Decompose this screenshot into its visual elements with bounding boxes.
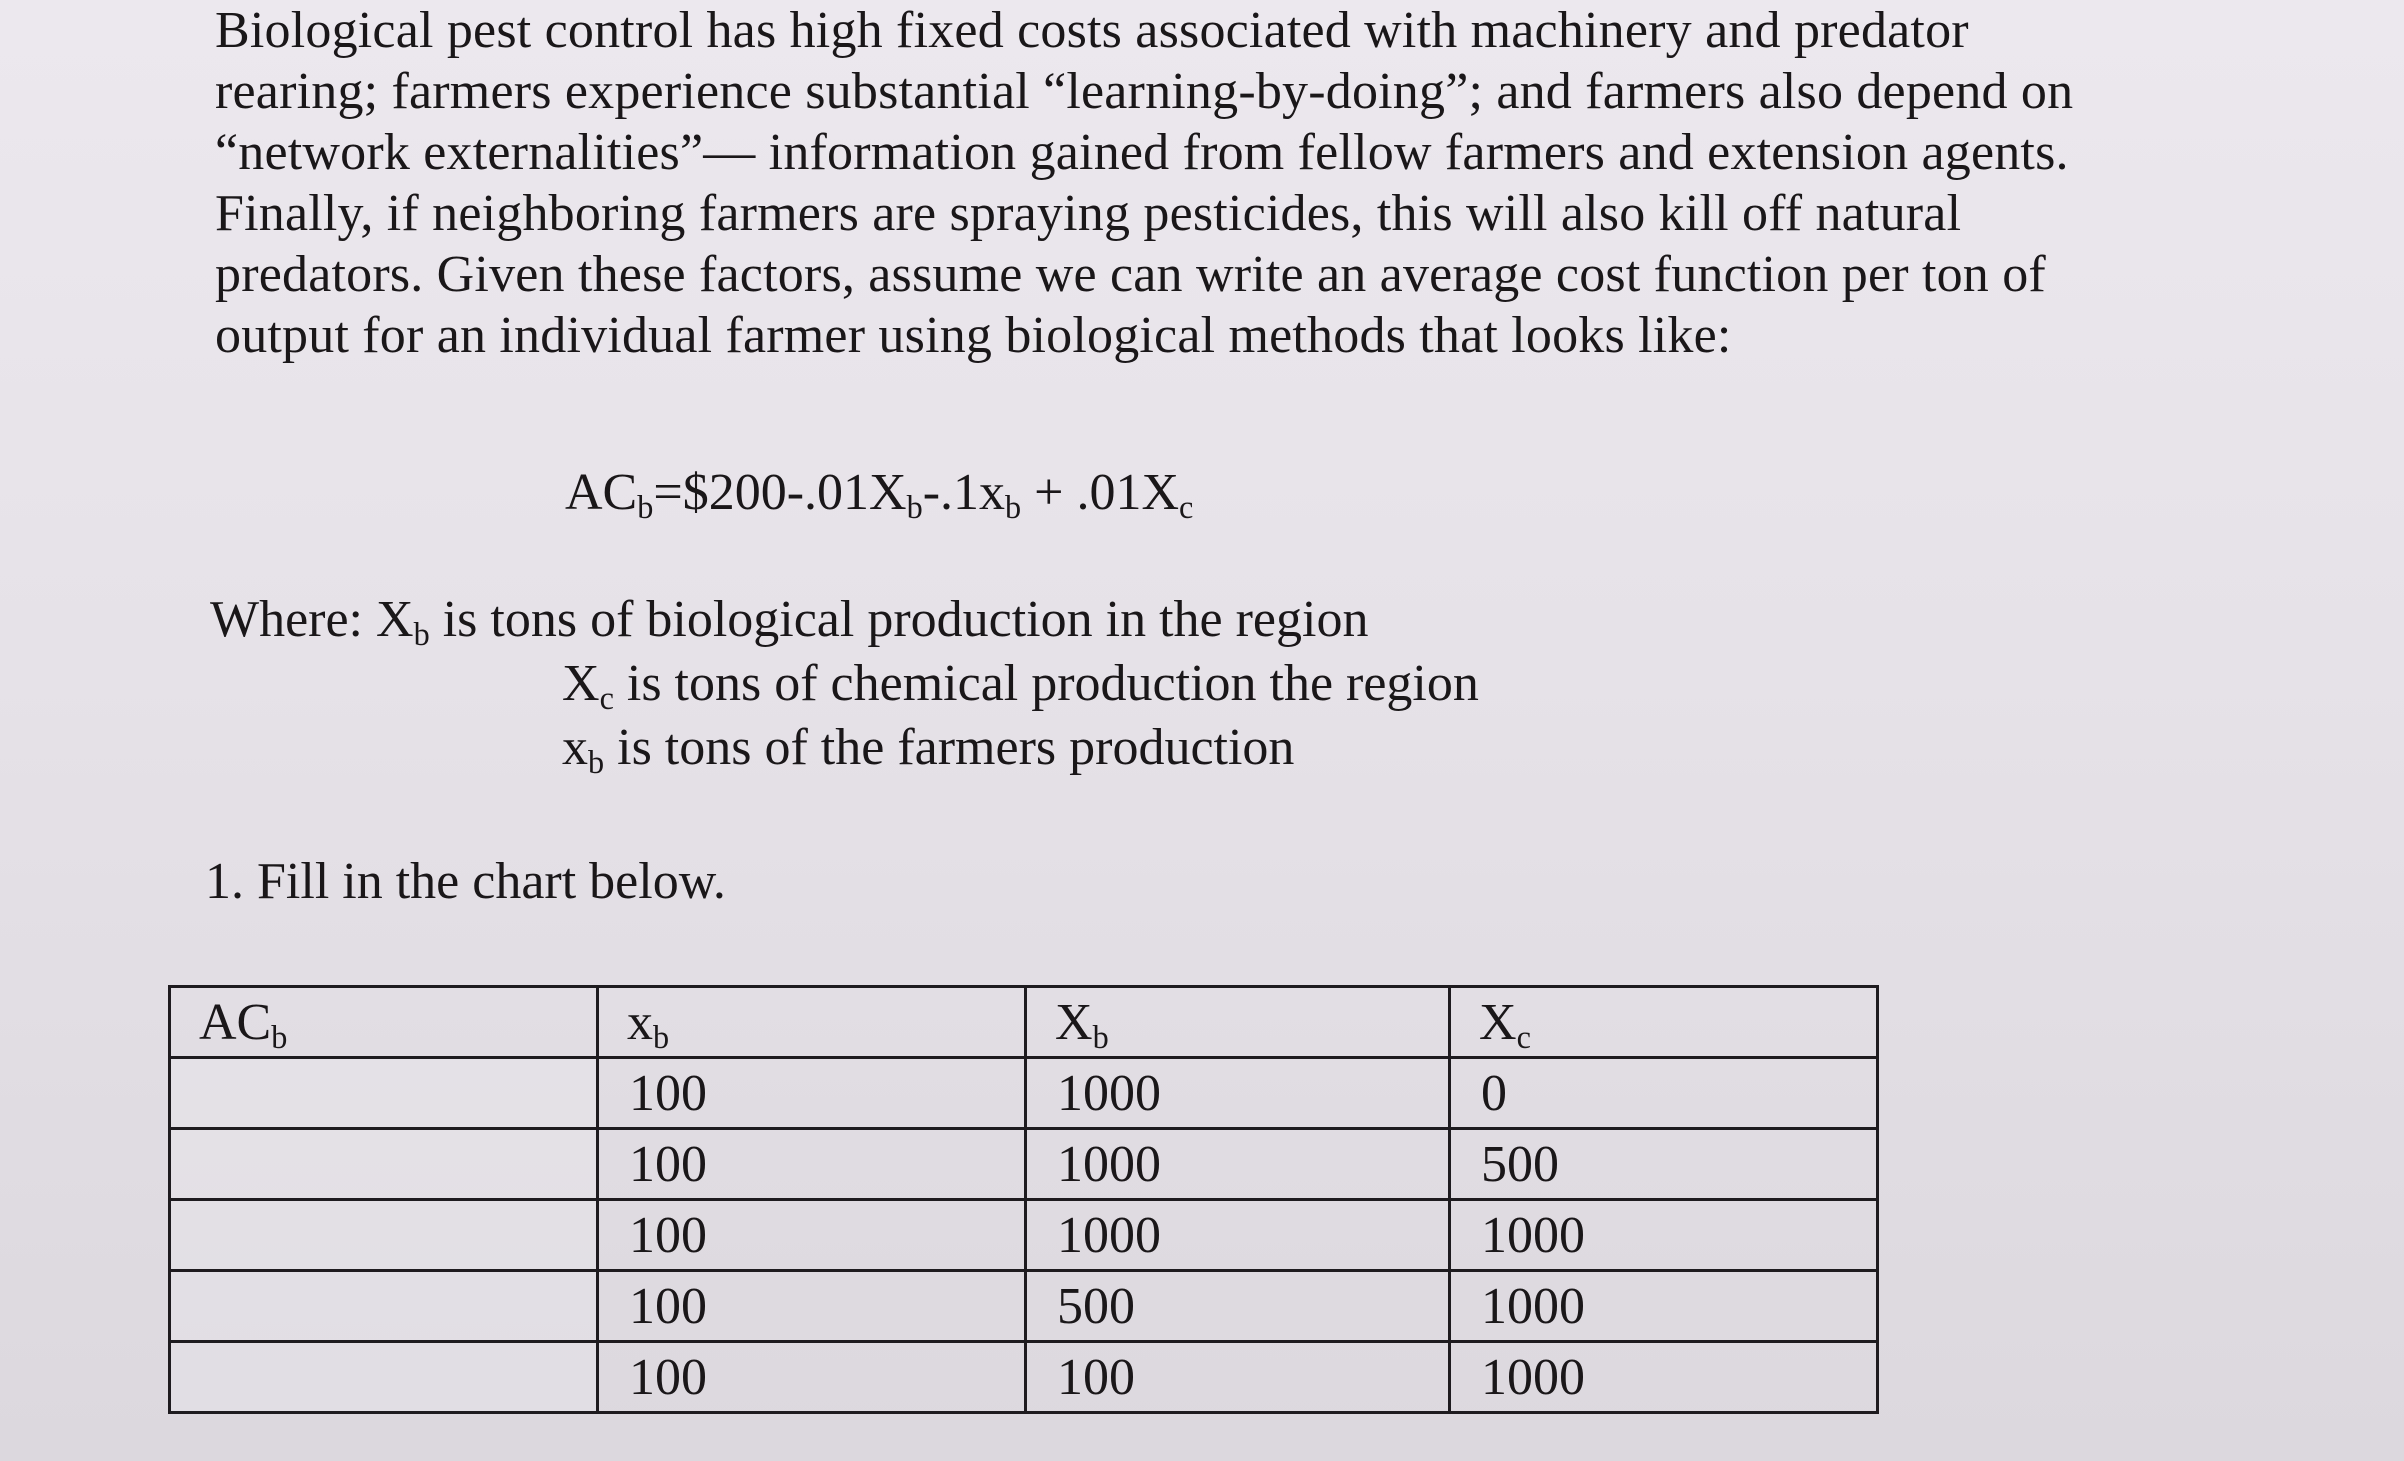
table-cell: 500 (1026, 1271, 1450, 1342)
def-var: x (562, 719, 588, 776)
def-subscript: b (413, 616, 430, 653)
header-x-c-region: $X_c$ (1450, 987, 1878, 1058)
definition-line (210, 652, 1479, 716)
table-row (170, 1271, 1878, 1342)
def-var: X (376, 591, 414, 648)
formula-part: -.1x (922, 464, 1006, 521)
table-cell: 100 (598, 1058, 1026, 1129)
table-header-row (170, 987, 1878, 1058)
table-cell: 100 (598, 1271, 1026, 1342)
formula-subscript: b (906, 489, 923, 526)
def-text: is tons of the farmers production (604, 719, 1295, 776)
table-cell: 100 (598, 1342, 1026, 1413)
ac-answer-cell[interactable] (170, 1058, 598, 1129)
table-row (170, 1129, 1878, 1200)
table-cell: 100 (1026, 1342, 1450, 1413)
fill-in-table (168, 985, 1879, 1414)
formula-ac-subscript: b (637, 489, 654, 526)
table-cell: 1000 (1026, 1058, 1450, 1129)
intro-paragraph (215, 0, 2245, 366)
definition-line (210, 716, 1479, 780)
formula-ac: AC (565, 464, 638, 521)
table-cell: 500 (1450, 1129, 1878, 1200)
where-label: Where: (210, 591, 377, 648)
paragraph-line: predators. Given these factors, assume we can write an average cost function per ton of (215, 246, 2046, 303)
def-subscript: b (588, 744, 605, 781)
variable-definitions (210, 588, 1479, 780)
table-cell: 0 (1450, 1058, 1878, 1129)
def-text: is tons of chemical production the region (613, 655, 1479, 712)
ac-answer-cell[interactable] (170, 1200, 598, 1271)
def-text: is tons of biological production in the region (429, 591, 1369, 648)
ac-answer-cell[interactable] (170, 1129, 598, 1200)
table-row (170, 1342, 1878, 1413)
paragraph-line: “network externalities”— information gained from fellow farmers and extension agents. (215, 124, 2069, 181)
table-cell: 1000 (1026, 1129, 1450, 1200)
formula-part: =$200-.01X (653, 464, 907, 521)
table-row (170, 1058, 1878, 1129)
table-cell: 100 (598, 1200, 1026, 1271)
formula-subscript: b (1005, 489, 1022, 526)
question-prompt: 1. Fill in the chart below. (205, 853, 726, 910)
def-var: X (562, 655, 600, 712)
table-cell: 1000 (1450, 1271, 1878, 1342)
ac-answer-cell[interactable] (170, 1342, 598, 1413)
table-row (170, 1200, 1878, 1271)
paragraph-line: output for an individual farmer using biological methods that looks like: (215, 307, 1732, 364)
def-subscript: c (599, 680, 614, 717)
header-x-b-farmer: $x_b$ (598, 987, 1026, 1058)
formula-part: + .01X (1021, 464, 1180, 521)
table-cell: 1000 (1450, 1342, 1878, 1413)
paragraph-line: Finally, if neighboring farmers are spraying pesticides, this will also kill off natural (215, 185, 1962, 242)
formula-subscript: c (1179, 489, 1194, 526)
table-cell: 100 (598, 1129, 1026, 1200)
cost-function-formula (565, 463, 1194, 526)
header-x-b-region: $X_b$ (1026, 987, 1450, 1058)
header-ac-b: $AC_b$ (170, 987, 598, 1058)
definition-line (210, 588, 1479, 652)
paragraph-line: Biological pest control has high fixed costs associated with machinery and predator (215, 2, 1969, 59)
paragraph-line: rearing; farmers experience substantial “learning-by-doing”; and farmers also depend on (215, 63, 2074, 120)
ac-answer-cell[interactable] (170, 1271, 598, 1342)
table-cell: 1000 (1450, 1200, 1878, 1271)
table-cell: 1000 (1026, 1200, 1450, 1271)
